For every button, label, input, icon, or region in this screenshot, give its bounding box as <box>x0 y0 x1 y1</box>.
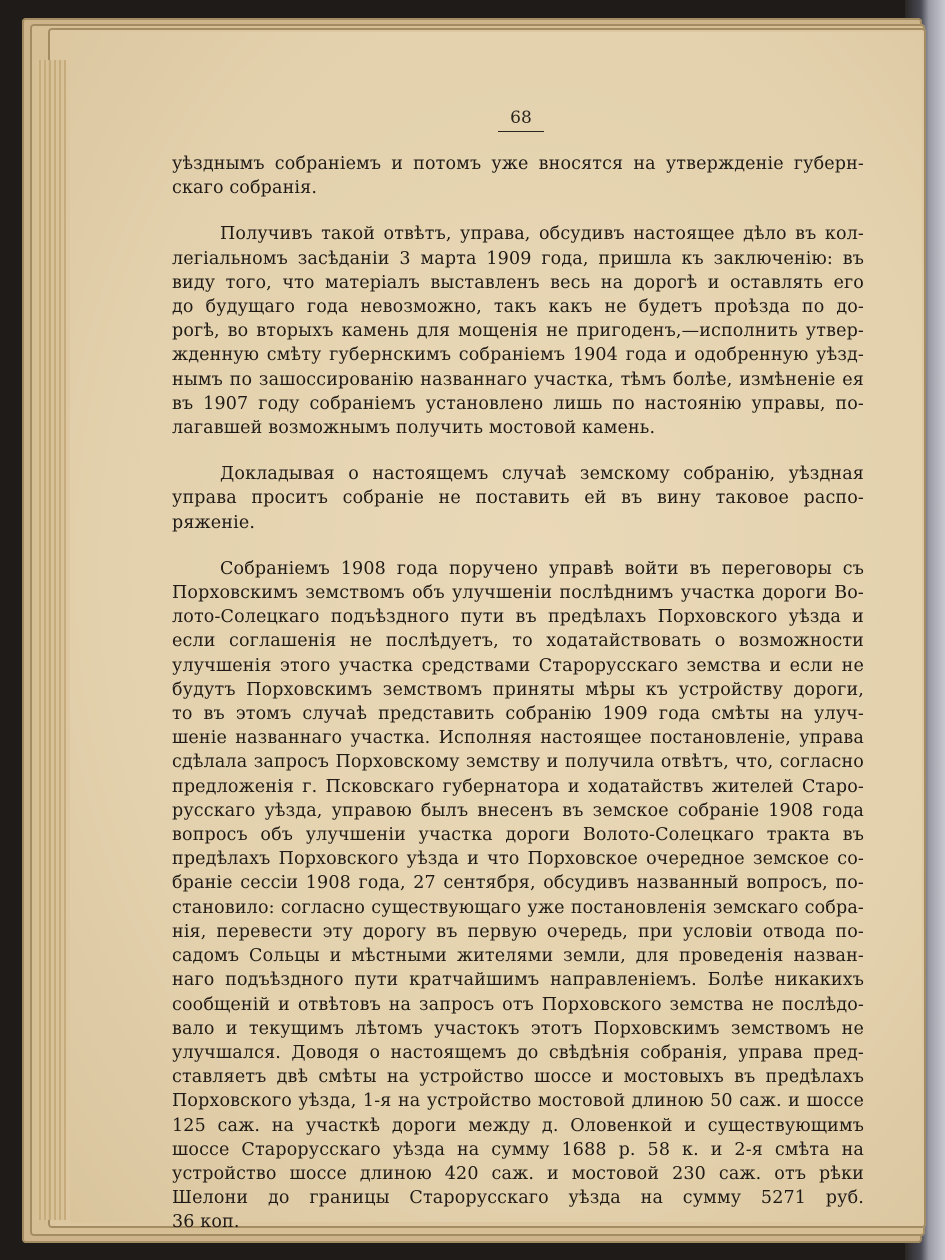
text-line: виду того, что матеріалъ выставленъ весь на дорогѣ и оставлять его <box>172 272 864 293</box>
page-number: 68 <box>498 108 544 132</box>
text-line: Докладывая о настоящемъ случаѣ земскому собранію, уѣздная <box>220 464 864 485</box>
text-line: предложенія г. Псковскаго губернатора и ходатайствъ жителей Старо- <box>172 776 864 797</box>
text-line: скаго собранія. <box>172 178 318 199</box>
text-line: наго подъѣздного пути кратчайшимъ направленіемъ. Болѣе никакихъ <box>172 970 864 991</box>
text-line: сообщеній и отвѣтовъ на запросъ отъ Порховского земства не послѣдо- <box>172 994 864 1015</box>
text-line: улучшался. Доводя о настоящемъ до свѣдѣнія собранія, управа пред- <box>172 1042 864 1063</box>
text-line: вало и текущимъ лѣтомъ участокъ этотъ Порховскимъ земствомъ не <box>172 1018 864 1039</box>
text-line: устройство шоссе длиною 420 саж. и мостовой 230 саж. отъ рѣки <box>172 1163 864 1184</box>
text-line: 125 саж. на участкѣ дороги между д. Оловенкой и существующимъ <box>172 1115 864 1136</box>
text-line: уѣзднымъ собраніемъ и потомъ уже вносятся на утвержденіе губерн- <box>172 154 864 174</box>
text-line: въ 1907 году собраніемъ установлено лишь по настоянію управы, по- <box>172 393 864 414</box>
text-line: управа проситъ собраніе не поставить ей въ вину таковое распо- <box>172 488 864 509</box>
paragraph <box>172 222 864 440</box>
text-line: Собраніемъ 1908 года поручено управѣ войти въ переговоры съ <box>220 558 864 579</box>
text-line: предѣлахъ Порховского уѣзда и что Порховское очередное земское со- <box>172 849 864 870</box>
text-line: то въ этомъ случаѣ представить собранію 1909 года смѣты на улуч- <box>172 704 864 725</box>
page-edges <box>36 60 66 1220</box>
text-line: шоссе Старорусскаго уѣзда на сумму 1688 р. 58 к. и 2-я смѣта на <box>172 1139 864 1160</box>
text-line: нія, перевести эту дорогу въ первую очередь, при условіи отвода по- <box>172 921 864 942</box>
text-line: становило: согласно существующаго уже постановленія земскаго собра- <box>172 897 864 918</box>
text-line: 36 коп. <box>172 1212 240 1233</box>
text-line: шеніе названнаго участка. Исполняя настоящее постановленіе, управа <box>172 728 864 749</box>
body-text <box>172 152 864 1235</box>
text-line: до будущаго года невозможно, такъ какъ не будетъ проѣзда по до- <box>172 297 864 318</box>
text-line: лагавшей возможнымъ получить мостовой камень. <box>172 418 656 439</box>
text-line: браніе сессіи 1908 года, 27 сентября, обсудивъ названный вопросъ, по- <box>172 873 864 894</box>
text-line: жденную смѣту губернскимъ собраніемъ 1904 года и одобренную уѣзд- <box>172 345 864 366</box>
text-line: легіальномъ засѣданіи 3 марта 1909 года, пришла къ заключенію: въ <box>172 248 864 269</box>
text-line: Получивъ такой отвѣтъ, управа, обсудивъ настоящее дѣло въ кол- <box>220 224 864 245</box>
text-line: нымъ по зашоссированію названнаго участка, тѣмъ болѣе, измѣненіе ея <box>172 369 864 390</box>
text-line: садомъ Сольцы и мѣстными жителями земли, для проведенія назван- <box>172 946 864 967</box>
paragraph <box>172 152 864 200</box>
text-line: вопросъ объ улучшеніи участка дороги Волото-Солецкаго тракта въ <box>172 825 864 846</box>
text-line: русскаго уѣзда, управою былъ внесенъ въ земское собраніе 1908 года <box>172 800 864 821</box>
text-line: Порховскимъ земствомъ объ улучшеніи послѣднимъ участка дороги Во- <box>172 583 864 604</box>
text-line: Шелони до границы Старорусскаго уѣзда на сумму 5271 руб. <box>172 1188 864 1209</box>
paragraph <box>172 462 864 535</box>
text-line: ряженіе. <box>172 512 256 533</box>
text-line: лото-Солецкаго подъѣздного пути въ предѣлахъ Порховского уѣзда и <box>172 607 864 628</box>
text-line: будутъ Порховскимъ земствомъ приняты мѣры къ устройству дороги, <box>172 679 864 700</box>
text-line: рогѣ, во вторыхъ камень для мощенія не пригоденъ,—исполнить утвер- <box>172 321 864 342</box>
text-line: Порховского уѣзда, 1-я на устройство мостовой длиною 50 саж. и шоссе <box>172 1091 864 1112</box>
text-line: улучшенія этого участка средствами Старорусскаго земства и если не <box>172 655 864 676</box>
text-line: сдѣлала запросъ Порховскому земству и получила отвѣтъ, что, согласно <box>172 752 864 773</box>
paragraph <box>172 557 864 1235</box>
text-line: если соглашенія не послѣдуетъ, то ходатайствовать о возможности <box>172 631 864 652</box>
text-line: ставляетъ двѣ смѣты на устройство шоссе и мостовыхъ въ предѣлахъ <box>172 1067 864 1088</box>
